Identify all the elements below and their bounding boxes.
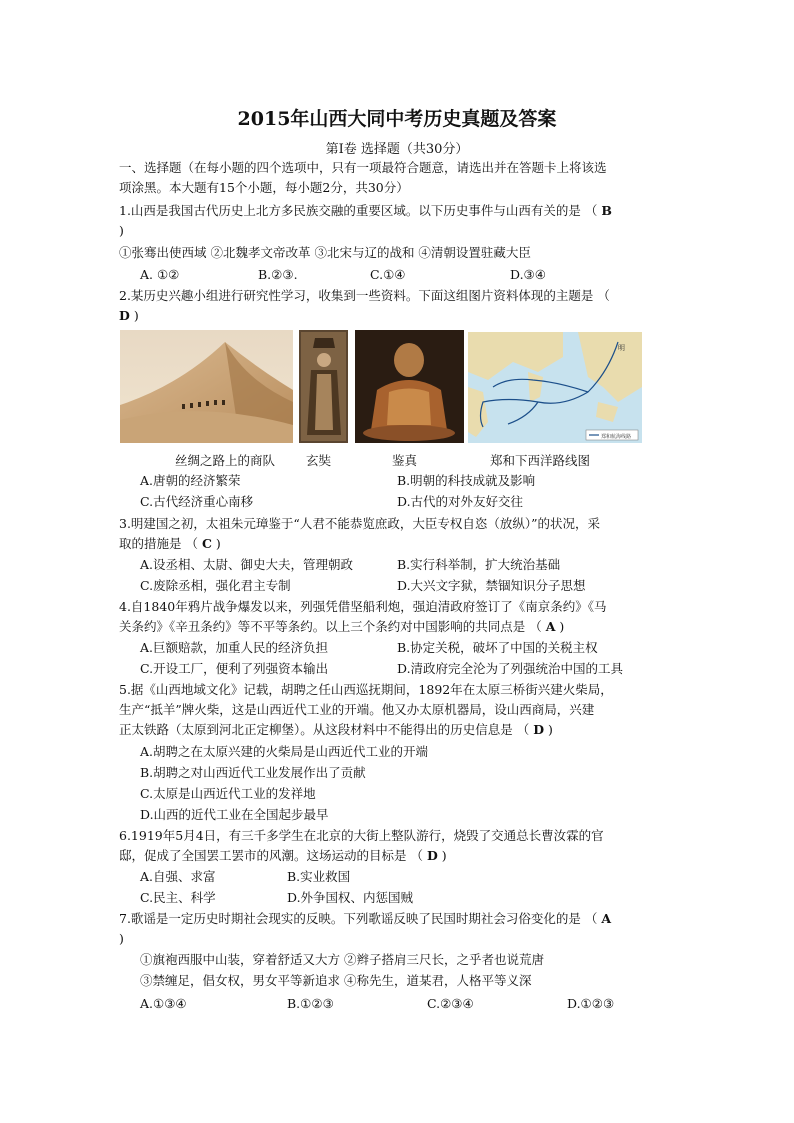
- caption-zhenghe-map: 郑和下西洋路线图: [490, 453, 591, 468]
- q7-option-a: A.①③④: [140, 996, 187, 1011]
- q4-stem-paren: ): [559, 619, 565, 634]
- q5-stem-line-1: 5.据《山西地域文化》记载，胡聘之任山西巡抚期间，1892年在太原三桥街兴建火柴局，: [119, 682, 613, 697]
- q6-option-d: D.外争国权、内惩国贼: [287, 890, 414, 905]
- instructions-line-2: 项涂黑。本大题有15个小题，每小题2分，共30分）: [119, 180, 409, 195]
- q3-option-d: D.大兴文字狱，禁锢知识分子思想: [397, 578, 586, 593]
- section-heading: 第Ⅰ卷 选择题（共30分）: [325, 142, 469, 157]
- q2-option-d: D.古代的对外友好交往: [397, 494, 524, 509]
- q1-stem: [119, 201, 612, 221]
- q2-stem-text: 2.某历史兴趣小组进行研究性学习，收集到一些资料。下面这组图片资料体现的主题是 （: [119, 288, 610, 303]
- caption-jianzhen: 鉴真: [392, 453, 418, 468]
- q4-stem-line-2: [119, 617, 564, 637]
- q7-items-line-1: ①旗袍西服中山装，穿着舒适又大方 ②辫子搭肩三尺长，之乎者也说荒唐: [140, 952, 544, 967]
- caption-xuanzang: 玄奘: [306, 453, 332, 468]
- q1-stem-close: ): [119, 223, 124, 238]
- q6-stem-paren: ): [441, 848, 447, 863]
- q6-stem-line-2: [119, 846, 447, 866]
- q4-answer: A: [545, 619, 556, 634]
- q4-option-a: A.巨额赔款，加重人民的经济负担: [140, 640, 329, 655]
- map-legend-label: 郑和航海线路: [601, 434, 632, 440]
- q5-stem-line-2: 生产“抵羊”牌火柴，这是山西近代工业的开端。他又办太原机器局，设山西商局，兴建: [119, 702, 595, 717]
- q2-option-a: A.唐朝的经济繁荣: [140, 473, 241, 488]
- q4-option-b: B.协定关税，破坏了中国的关税主权: [397, 640, 598, 655]
- q3-option-b: B.实行科举制，扩大统治基础: [397, 557, 561, 572]
- q5-stem-line-3: [119, 720, 553, 740]
- q1-option-a: A. ①②: [140, 267, 180, 282]
- q7-option-d: D.①②③: [567, 996, 615, 1011]
- q5-answer: D: [533, 722, 545, 737]
- q6-stem-text: 邸，促成了全国罢工罢市的风潮。这场运动的目标是 （: [119, 848, 423, 863]
- q6-option-a: A.自强、求富: [140, 869, 216, 884]
- caravan-image: [120, 330, 293, 443]
- q7-stem-text: 7.歌谣是一定历史时期社会现实的反映。下列歌谣反映了民国时期社会习俗变化的是 （: [119, 911, 598, 926]
- q5-option-d: D.山西的近代工业在全国起步最早: [140, 807, 329, 822]
- q5-stem-paren: ): [548, 722, 553, 737]
- q2-stem-paren: ): [133, 308, 139, 323]
- q4-option-c: C.开设工厂，便利了列强资本输出: [140, 661, 329, 676]
- q1-answer: B: [601, 203, 612, 218]
- q7-stem: [119, 909, 611, 929]
- q2-option-b: B.明朝的科技成就及影响: [397, 473, 536, 488]
- q5-stem-text: 正太铁路（太原到河北正定柳堡）。从这段材料中不能得出的历史信息是 （: [119, 722, 530, 737]
- jianzhen-image: [355, 330, 464, 443]
- xuanzang-image: [299, 330, 348, 443]
- q4-stem-line-1: 4.自1840年鸦片战争爆发以来，列强凭借坚船利炮，强迫清政府签订了《南京条约》《马: [119, 599, 607, 614]
- q4-stem-text: 关条约》《辛丑条约》等不平等条约。以上三个条约对中国影响的共同点是 （: [119, 619, 542, 634]
- q3-stem-text: 取的措施是 （: [119, 536, 198, 551]
- q2-answer: D: [119, 308, 130, 323]
- q5-option-a: A.胡聘之在太原兴建的火柴局是山西近代工业的开端: [140, 744, 429, 759]
- instructions-line-1: 一、选择题（在每小题的四个选项中，只有一项最符合题意，请选出并在答题卡上将该选: [119, 160, 607, 175]
- q2-stem-close: [119, 306, 139, 326]
- q7-answer: A: [601, 911, 612, 926]
- q3-stem-line-1: 3.明建国之初，太祖朱元璋鉴于“人君不能恭览庶政，大臣专权自恣（放纵）”的状况，采: [119, 516, 600, 531]
- q3-answer: C: [201, 536, 212, 551]
- caption-caravan: 丝绸之路上的商队: [175, 453, 276, 468]
- q1-items: ①张骞出使西域 ②北魏孝文帝改革 ③北宋与辽的战和 ④清朝设置驻藏大臣: [119, 245, 531, 260]
- zhenghe-map-image: [468, 332, 642, 443]
- q6-stem-line-1: 6.1919年5月4日，有三千多学生在北京的大街上整队游行，烧毁了交通总长曹汝霖的官: [119, 828, 604, 843]
- q6-option-b: B.实业救国: [287, 869, 351, 884]
- page-title: 2015年山西大同中考历史真题及答案: [237, 108, 557, 130]
- q1-option-b: B.②③.: [258, 267, 298, 282]
- q4-option-d: D.清政府完全沦为了列强统治中国的工具: [397, 661, 624, 676]
- q3-stem-line-2: [119, 534, 221, 554]
- q7-option-b: B.①②③: [287, 996, 334, 1011]
- q3-option-a: A.设丞相、太尉、御史大夫，管理朝政: [140, 557, 354, 572]
- map-country-label: 明: [618, 344, 625, 352]
- q7-items-line-2: ③禁缠足，倡女权，男女平等新追求 ④称先生，道某君，人格平等义深: [140, 973, 532, 988]
- q3-option-c: C.废除丞相，强化君主专制: [140, 578, 291, 593]
- q6-option-c: C.民主、科学: [140, 890, 216, 905]
- q1-stem-text: 1.山西是我国古代历史上北方多民族交融的重要区域。以下历史事件与山西有关的是 （: [119, 203, 598, 218]
- q5-option-c: C.太原是山西近代工业的发祥地: [140, 786, 316, 801]
- q2-stem: [119, 286, 610, 306]
- q1-option-c: C.①④: [370, 267, 406, 282]
- q3-stem-paren: ): [215, 536, 221, 551]
- q7-option-c: C.②③④: [427, 996, 474, 1011]
- q1-option-d: D.③④: [510, 267, 546, 282]
- q7-stem-close: ): [119, 931, 124, 946]
- q2-option-c: C.古代经济重心南移: [140, 494, 254, 509]
- q6-answer: D: [426, 848, 438, 863]
- q5-option-b: B.胡聘之对山西近代工业发展作出了贡献: [140, 765, 366, 780]
